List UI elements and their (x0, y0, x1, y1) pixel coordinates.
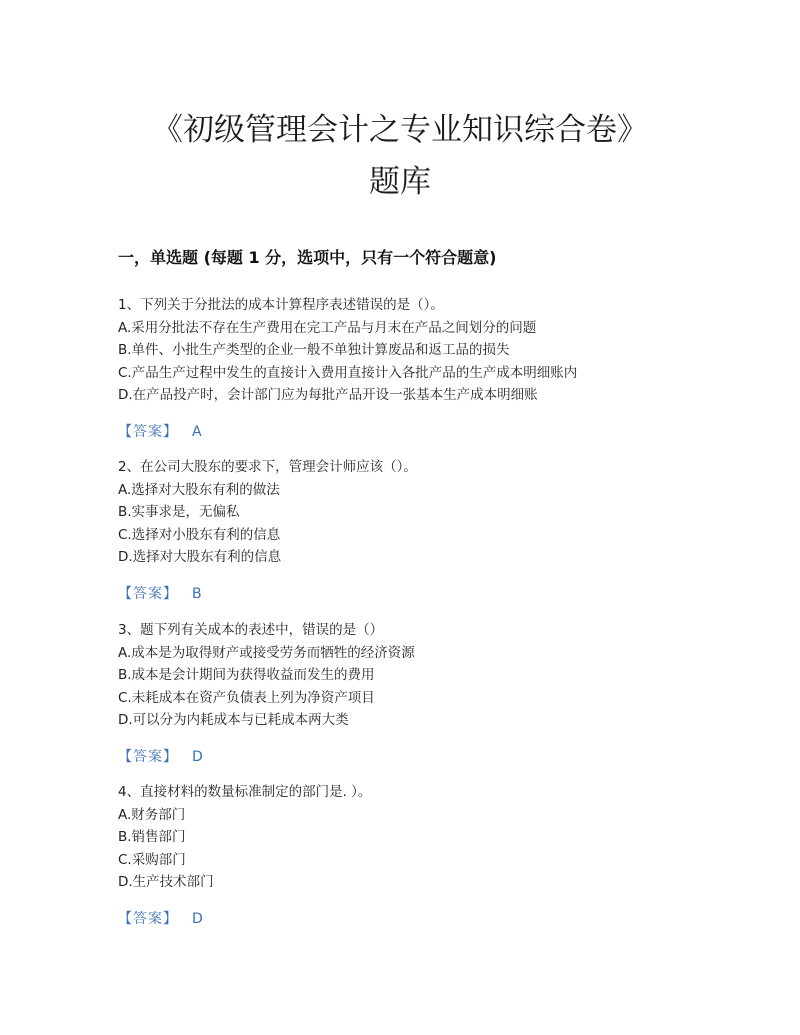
question-4 (118, 781, 718, 930)
question-3 (118, 619, 718, 768)
answer-value: A (192, 423, 202, 440)
question-1 (118, 294, 718, 443)
option-c: C.产品生产过程中发生的直接计入费用直接计入各批产品的生产成本明细账内 (118, 364, 578, 381)
option-a: A.采用分批法不存在生产费用在完工产品与月末在产品之间划分的问题 (118, 319, 537, 336)
option-d: D.生产技术部门 (118, 874, 214, 890)
answer-label: 【答案】 (118, 748, 178, 765)
answer-line (118, 421, 718, 443)
answer-label: 【答案】 (118, 910, 178, 927)
answer-line (118, 583, 718, 605)
question-stem: 1、下列关于分批法的成本计算程序表述错误的是（）。 (118, 297, 444, 313)
question-stem: 2、在公司大股东的要求下，管理会计师应该（）。 (118, 459, 417, 475)
option-a: A.选择对大股东有利的做法 (118, 481, 280, 498)
answer-line (118, 908, 718, 930)
document-title-line-1: 《初级管理会计之专业知识综合卷》 (152, 112, 648, 148)
option-b: B.销售部门 (118, 829, 186, 845)
option-b: B.单件、小批生产类型的企业一般不单独计算废品和返工品的损失 (118, 342, 510, 358)
answer-label: 【答案】 (118, 585, 178, 602)
option-b: B.实事求是，无偏私 (118, 504, 240, 520)
answer-line (118, 746, 718, 768)
answer-value: B (192, 585, 202, 602)
option-d: D.可以分为内耗成本与已耗成本两大类 (118, 712, 349, 728)
answer-value: D (192, 910, 203, 927)
option-c: C.未耗成本在资产负债表上列为净资产项目 (118, 689, 375, 706)
answer-label: 【答案】 (118, 423, 178, 440)
question-stem: 3、题下列有关成本的表述中，错误的是（） (118, 622, 384, 638)
option-a: A.成本是为取得财产或接受劳务而牺牲的经济资源 (118, 644, 415, 661)
option-a: A.财务部门 (118, 806, 186, 823)
section-heading: 一，单选题 (每题 1 分，选项中，只有一个符合题意) (118, 248, 497, 267)
option-b: B.成本是会计期间为获得收益而发生的费用 (118, 667, 375, 683)
option-d: D.在产品投产时，会计部门应为每批产品开设一张基本生产成本明细账 (118, 387, 538, 403)
question-2 (118, 456, 718, 605)
document-title-line-2: 题库 (369, 164, 431, 200)
option-c: C.采购部门 (118, 851, 186, 868)
option-c: C.选择对小股东有利的信息 (118, 526, 281, 543)
option-d: D.选择对大股东有利的信息 (118, 549, 282, 565)
answer-value: D (192, 748, 203, 765)
question-stem: 4、直接材料的数量标准制定的部门是. ）。 (118, 784, 372, 800)
